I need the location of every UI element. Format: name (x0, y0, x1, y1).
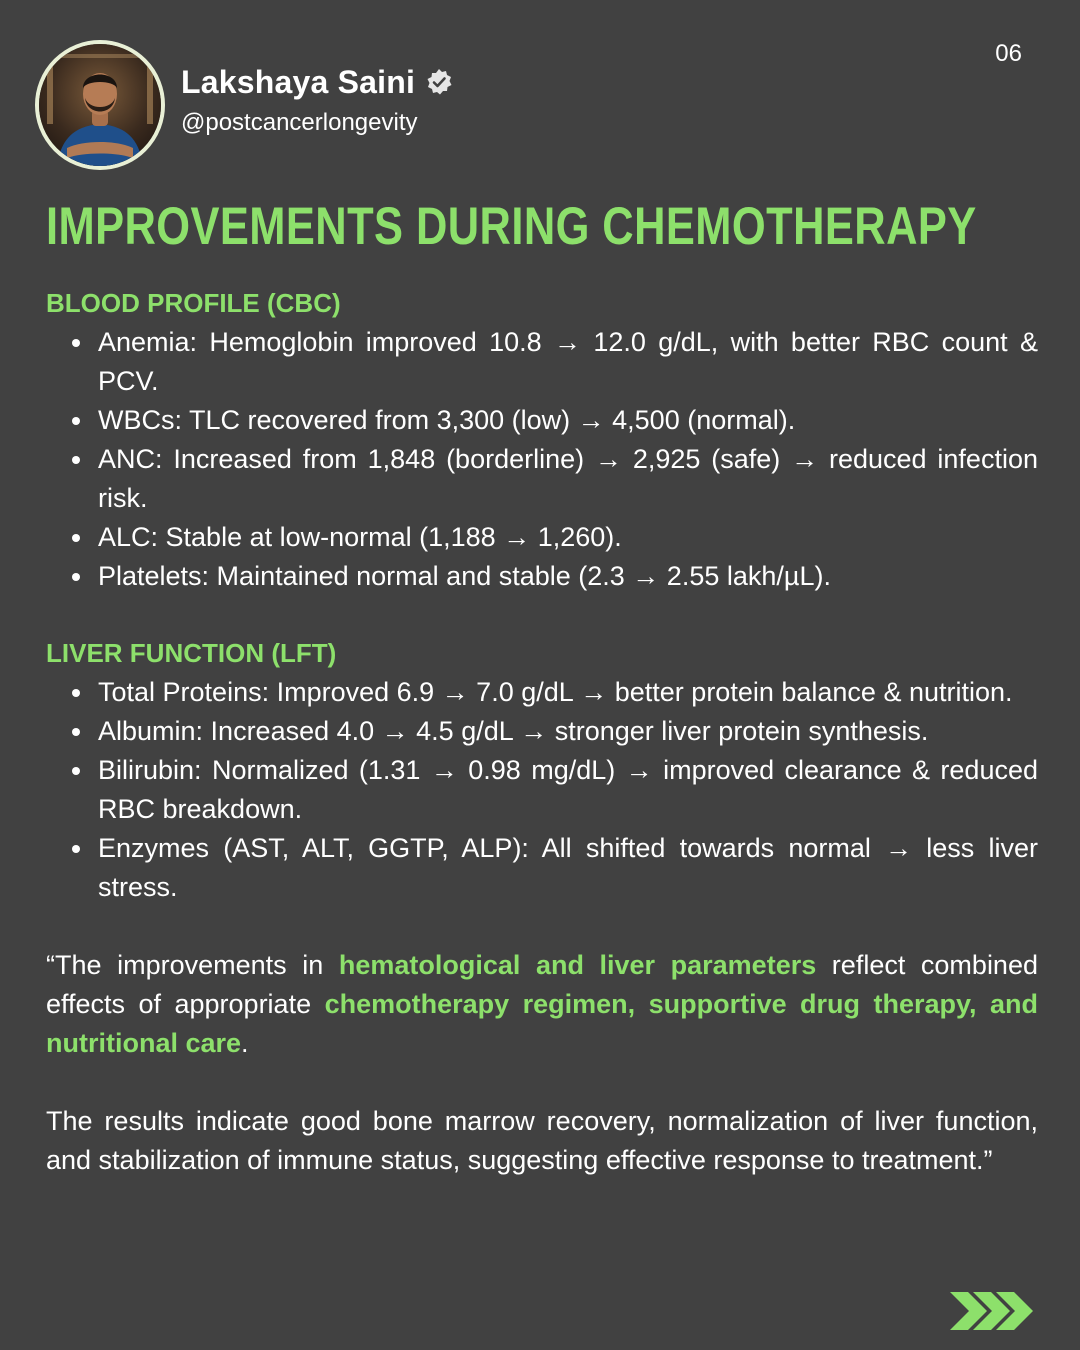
list-item: WBCs: TLC recovered from 3,300 (low) → 4,500 (normal). (46, 401, 1038, 440)
quote-paragraph-1 (46, 946, 1038, 1063)
avatar[interactable] (35, 40, 165, 170)
quote-highlight: chemotherapy regimen, supportive drug therapy, and nutritional care (46, 989, 1039, 1058)
list-item: Platelets: Maintained normal and stable (2.3 → 2.55 lakh/µL). (46, 557, 1038, 596)
section-spacer (46, 596, 1038, 635)
quote-highlight: hematological and liver parameters (338, 950, 817, 980)
profile-identity (181, 64, 453, 137)
page-number: 06 (995, 40, 1022, 67)
profile-name[interactable]: Lakshaya Saini (181, 63, 416, 100)
next-slide-icon[interactable] (946, 1288, 1036, 1334)
quote-text: “The improvements in (46, 950, 339, 980)
list-item: ANC: Increased from 1,848 (borderline) → 2,925 (safe) → reduced infection risk. (46, 440, 1038, 518)
list-item: Total Proteins: Improved 6.9 → 7.0 g/dL → better protein balance & nutrition. (46, 673, 1038, 712)
list-item: Anemia: Hemoglobin improved 10.8 → 12.0 g/dL, with better RBC count & PCV. (46, 323, 1038, 401)
list-item: ALC: Stable at low-normal (1,188 → 1,260). (46, 518, 1038, 557)
quote-paragraph-2: The results indicate good bone marrow recovery, normalization of liver function, and stabilization of immune status, suggesting effective response to treatment.” (46, 1106, 1038, 1175)
section-spacer (46, 907, 1038, 946)
list-item: Enzymes (AST, ALT, GGTP, ALP): All shifted towards normal → less liver stress. (46, 829, 1038, 907)
profile-header (35, 40, 453, 170)
quote-text: . (241, 1028, 249, 1058)
profile-handle[interactable]: @postcancerlongevity (181, 108, 418, 136)
name-row (181, 64, 453, 101)
cbc-list (46, 323, 1038, 596)
list-item: Bilirubin: Normalized (1.31 → 0.98 mg/dL) → improved clearance & reduced RBC breakdown. (46, 751, 1038, 829)
section-heading-cbc: BLOOD PROFILE (CBC) (46, 288, 341, 318)
content-body (46, 285, 1038, 1180)
profile-photo-icon (39, 44, 161, 166)
lft-list (46, 673, 1038, 907)
quote-text: reflect combined effects of appropriate (46, 950, 1038, 1019)
paragraph-spacer (46, 1063, 1038, 1102)
verified-badge-icon (425, 68, 453, 96)
list-item: Albumin: Increased 4.0 → 4.5 g/dL → stronger liver protein synthesis. (46, 712, 1038, 751)
section-heading-lft: LIVER FUNCTION (LFT) (46, 638, 337, 668)
page-title: IMPROVEMENTS DURING CHEMOTHERAPY (46, 197, 977, 256)
